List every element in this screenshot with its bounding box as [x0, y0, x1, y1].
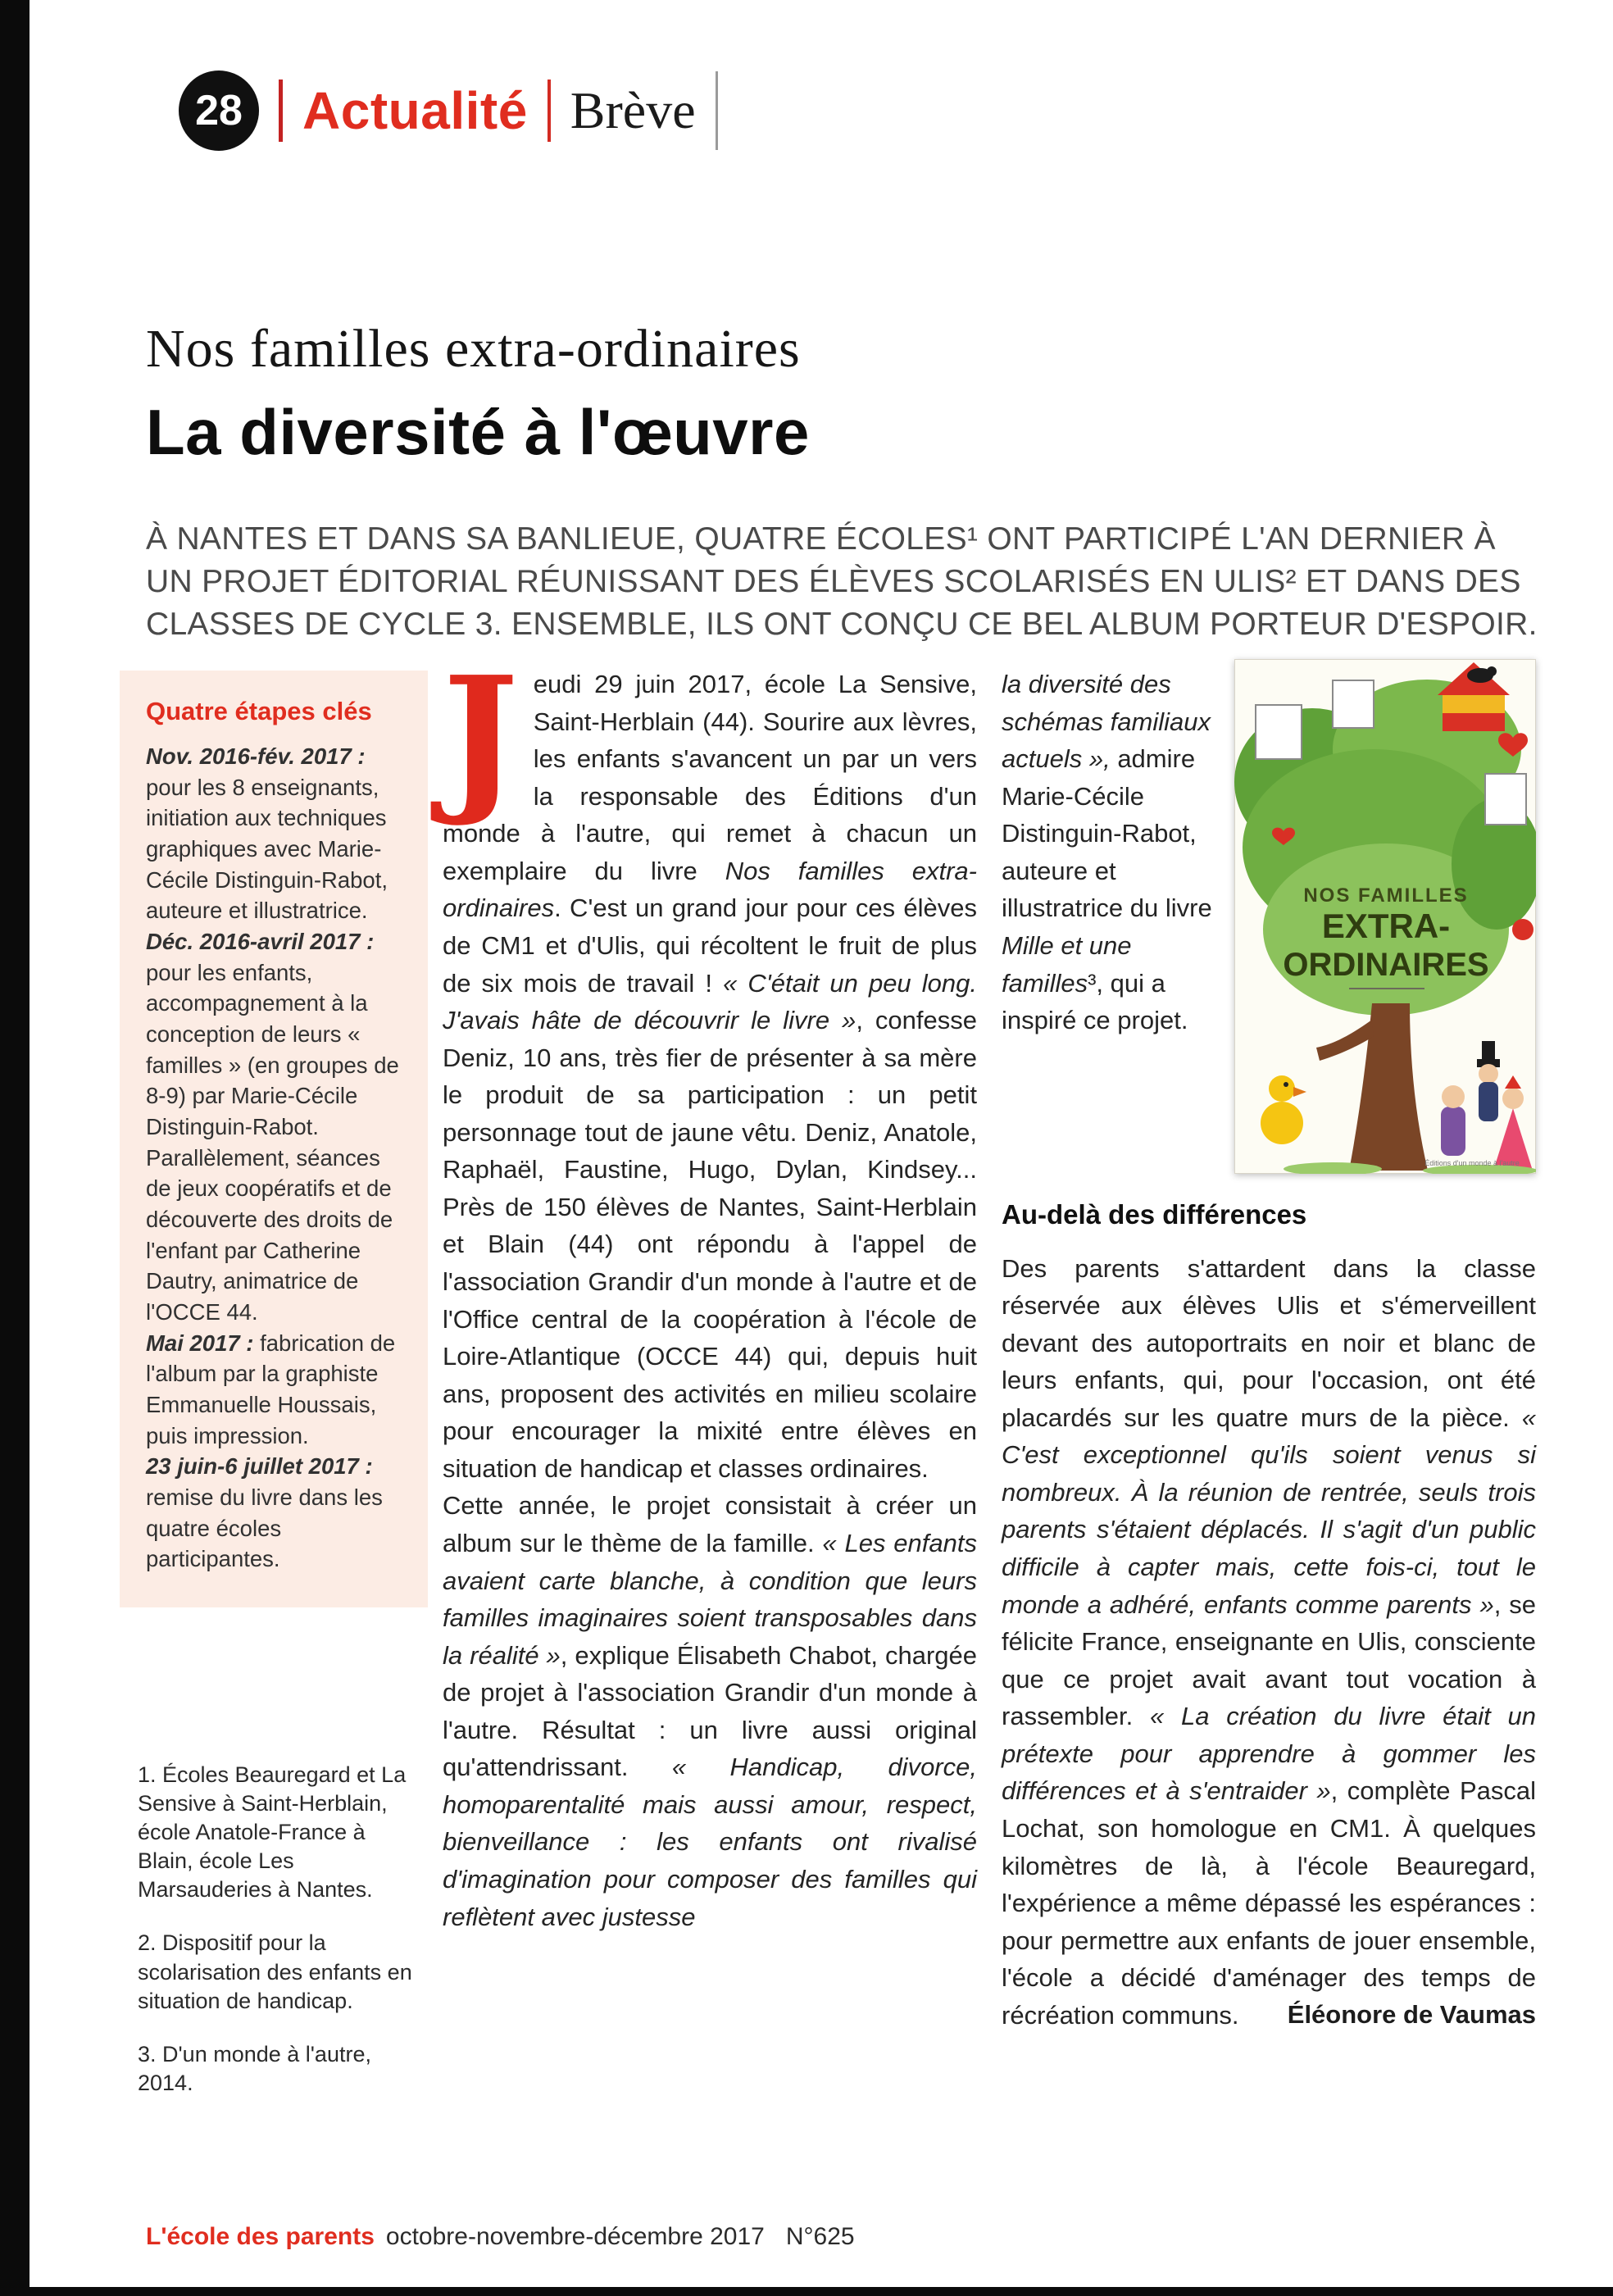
- footnote: 3. D'un monde à l'autre, 2014.: [138, 2041, 371, 2095]
- headline-block: [146, 318, 810, 470]
- footnote: 2. Dispositif pour la scolarisation des enfants en situation de handicap.: [138, 1930, 412, 2013]
- cover-title-top: NOS FAMILLES: [1303, 884, 1469, 907]
- divider: [716, 71, 718, 150]
- footer-issue-number: N°625: [785, 2223, 855, 2250]
- byline: Éléonore de Vaumas: [1287, 2000, 1536, 2030]
- sidebar-entry-date: Déc. 2016-avril 2017 :: [146, 929, 375, 955]
- paragraph-text: eudi 29 juin 2017, école La Sensive, Saint-Herblain (44). Sourire aux lèvres, les enfants s'avancent un par un vers la responsable des Éditions d'un monde à l'autre, qui remet à chacun un exemplaire du livre Nos familles extra-ordinaires. C'est un grand jour pour ces élèves de CM1 et d'Ulis, qui récoltent le fruit de plus de six mois de travail ! « C'était un peu long. J'avais hâte de découvrir le livre », confesse Deniz, 10 ans, très fier de présenter à sa mère le produit de sa participation : un petit personnage tout de jaune vêtu. Deniz, Anatole, Raphaël, Faustine, Hugo, Dylan, Kindsey... Près de 150 élèves de Nantes, Saint-Herblain et Blain (44) ont répondu à l'appel de l'association Grandir d'un monde à l'autre et de l'Office central de la coopération à l'école de Loire-Atlantique (OCCE 44) qui, depuis huit ans, proposent des activités en milieu scolaire pour encourager la mixité entre élèves en situation de handicap et classes ordinaires.: [443, 670, 977, 1483]
- sidebar-entry-date: Mai 2017 :: [146, 1330, 254, 1356]
- page-footer: [146, 2223, 855, 2251]
- article-paragraph: [443, 642, 977, 1487]
- section-label: Actualité: [302, 81, 528, 140]
- article-paragraph: [1002, 1250, 1536, 2035]
- cover-title-bottom: ORDINAIRES: [1283, 947, 1489, 983]
- article-column-main: [443, 642, 977, 1935]
- divider: [279, 80, 283, 142]
- section-subhead: Au-delà des différences: [1002, 1199, 1307, 1230]
- sidebar-entry-date: 23 juin-6 juillet 2017 :: [146, 1453, 373, 1480]
- footer-date: octobre-novembre-décembre 2017: [385, 2223, 765, 2250]
- sidebar-key-steps: [120, 671, 428, 1607]
- page-header: [179, 70, 738, 151]
- dropcap: J: [443, 642, 519, 830]
- paragraph-text: la diversité des schémas familiaux actuels », admire Marie-Cécile Distinguin-Rabot, auteure et illustratrice du livre Mille et une familles³, qui a inspiré ce projet.: [1002, 670, 1212, 1035]
- rubric-label: Brève: [570, 81, 696, 139]
- page-number: 28: [195, 87, 243, 134]
- standfirst: À NANTES ET DANS SA BANLIEUE, QUATRE ÉCOLES¹ ONT PARTICIPÉ L'AN DERNIER À UN PROJET ÉDITORIAL RÉUNISSANT DES ÉLÈVES SCOLARISÉS EN ULIS² ET DANS DES CLASSES DE CYCLE 3. ENSEMBLE, ILS ONT CONÇU CE BEL ALBUM PORTEUR D'ESPOIR.: [146, 521, 1538, 642]
- sidebar-entry-text: pour les 8 enseignants, initiation aux techniques graphiques avec Marie-Cécile Distinguin-Rabot, auteure et illustratrice.: [146, 774, 388, 924]
- footnote: 1. Écoles Beauregard et La Sensive à Saint-Herblain, école Anatole-France à Blain, école Les Marsauderies à Nantes.: [138, 1762, 407, 1903]
- sidebar-entry: [146, 1451, 407, 1575]
- cover-title-mid: EXTRA-: [1321, 907, 1451, 945]
- divider: [548, 80, 551, 142]
- sidebar-entry-text: remise du livre dans les quatre écoles participantes.: [146, 1484, 383, 1572]
- paragraph-text: Cette année, le projet consistait à créer un album sur le thème de la famille. « Les enfants avaient carte blanche, à condition que leurs familles imaginaires soient transposables dans la réalité », explique Élisabeth Chabot, chargée de projet à l'association Grandir d'un monde à l'autre. Résultat : un livre aussi original qu'attendrissant. « Handicap, divorce, homoparentalité mais aussi amour, respect, bienveillance : les enfants ont rivalisé d'imagination pour composer des familles qui reflètent avec justesse: [443, 1491, 977, 1931]
- sidebar-entry: [146, 926, 407, 1328]
- footer-magazine-name: L'école des parents: [146, 2223, 375, 2250]
- paragraph-text: Des parents s'attardent dans la classe réservée aux élèves Ulis et s'émerveillent devant des autoportraits en noir et blanc de leurs enfants, qui, pour l'occasion, ont été placardés sur les quatre murs de la pièce. « C'est exceptionnel qu'ils soient venus si nombreux. À la réunion de rentrée, seuls trois parents s'étaient déplacés. Il s'agit d'un public difficile à capter mais, cette fois-ci, tout le monde a adhéré, enfants comme parents », se félicite France, enseignante en Ulis, consciente que ce projet avait avant tout vocation à rassembler. « La création du livre était un prétexte pour apprendre à gommer les différences et à s'entraider », complète Pascal Lochat, son homologue en CM1. À quelques kilomètres de là, à l'école Beauregard, l'expérience a même dépassé les espérances : pour permettre aux enfants de jouer ensemble, l'école a décidé d'aménager des temps de récréation communs.: [1002, 1253, 1537, 2030]
- sidebar-entry-text: fabrication de l'album par la graphiste Emmanuelle Houssais, puis impression.: [146, 1330, 396, 1448]
- page-title: La diversité à l'œuvre: [146, 396, 810, 468]
- scan-edge-left: [0, 0, 30, 2296]
- book-cover-image: [1234, 659, 1536, 1174]
- headline-overline: Nos familles extra-ordinaires: [146, 319, 801, 379]
- sidebar-entry: [146, 741, 407, 926]
- sidebar-entry-text: pour les enfants, accompagnement à la conception de leurs « familles » (en groupes de 8-9) par Marie-Cécile Distinguin-Rabot. Parallèlement, séances de jeux coopératifs et de découverte des droits de l'enfant par Catherine Dautry, animatrice de l'OCCE 44.: [146, 959, 399, 1325]
- sidebar-entry-date: Nov. 2016-fév. 2017 :: [146, 743, 366, 769]
- cover-publisher: Éditions d'un monde à l'autre: [1424, 1159, 1520, 1167]
- footnotes: [138, 1761, 413, 2122]
- sidebar-title: Quatre étapes clés: [146, 697, 372, 725]
- page-number-badge: [179, 70, 259, 151]
- scan-edge-bottom: [30, 2287, 1613, 2296]
- article-column-right: [1002, 666, 1536, 2034]
- sidebar-entry: [146, 1328, 407, 1452]
- article-paragraph: [443, 1487, 977, 1935]
- book-cover-illustration: [1234, 659, 1536, 1174]
